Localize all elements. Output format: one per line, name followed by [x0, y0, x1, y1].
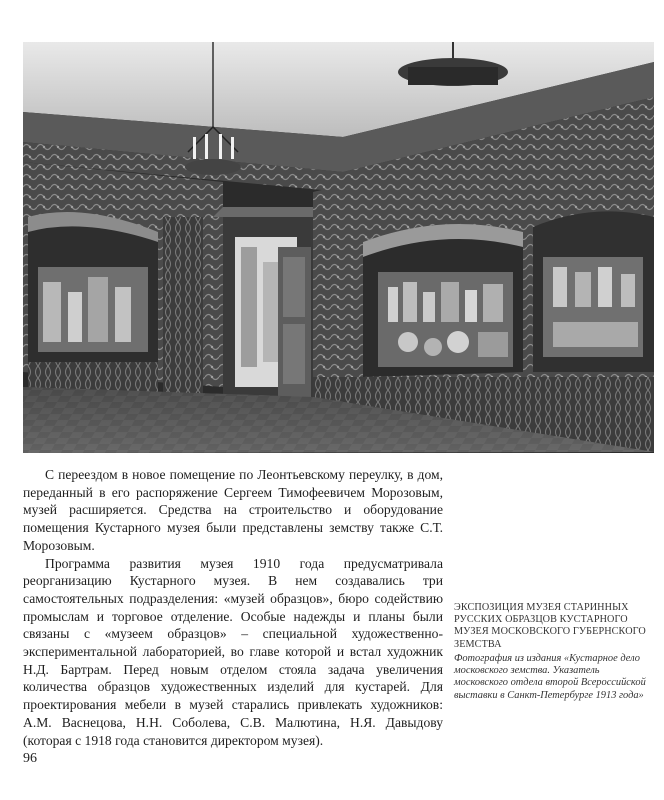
body-text	[23, 466, 443, 749]
body-paragraph: Программа развития музея 1910 года предусматривала реорганизацию Кустарного музея. В нем создавались три самостоятельных подразделения: «музей образцов», бюро содействию промыслам и торговое отделение. Особые надежды и планы были связаны с «музеем образцов» – специальной художественно-экспериментальной лабораторией, во главе которой и встал художник Н.Д. Бартрам. Перед новым отделом стояла задача увеличения количества образцов художественных изделий для кустарей. Для проектирования мебели в музей старались привлекать художников: А.М. Васнецова, Н.Н. Соболева, С.В. Малютина, Н.Я. Давыдову (которая с 1918 года становится директором музея).	[23, 555, 443, 748]
exposition-photo	[23, 42, 654, 453]
exposition-photo-art	[23, 42, 654, 453]
caption-title: ЭКСПОЗИЦИЯ МУЗЕЯ СТАРИННЫХ РУССКИХ ОБРАЗЦОВ КУСТАРНОГО МУЗЕЯ МОСКОВСКОГО ГУБЕРНСКОГО ЗЕМСТВА	[454, 602, 646, 650]
caption-source: Фотография из издания «Кустарное дело московского земства. Указатель московского отдела второй Всероссийской выставки в Санкт-Петербурге 1913 года»	[454, 652, 646, 701]
body-paragraph: С переездом в новое помещение по Леонтьевскому переулку, в дом, переданный в его распоряжение Сергеем Тимофеевичем Морозовым, музей расширяется. Средства на строительство и оборудование помещения Кустарного музея были представлены земству также С.Т. Морозовым.	[23, 467, 443, 553]
page-number: 96	[23, 751, 37, 766]
photo-caption	[454, 602, 654, 702]
